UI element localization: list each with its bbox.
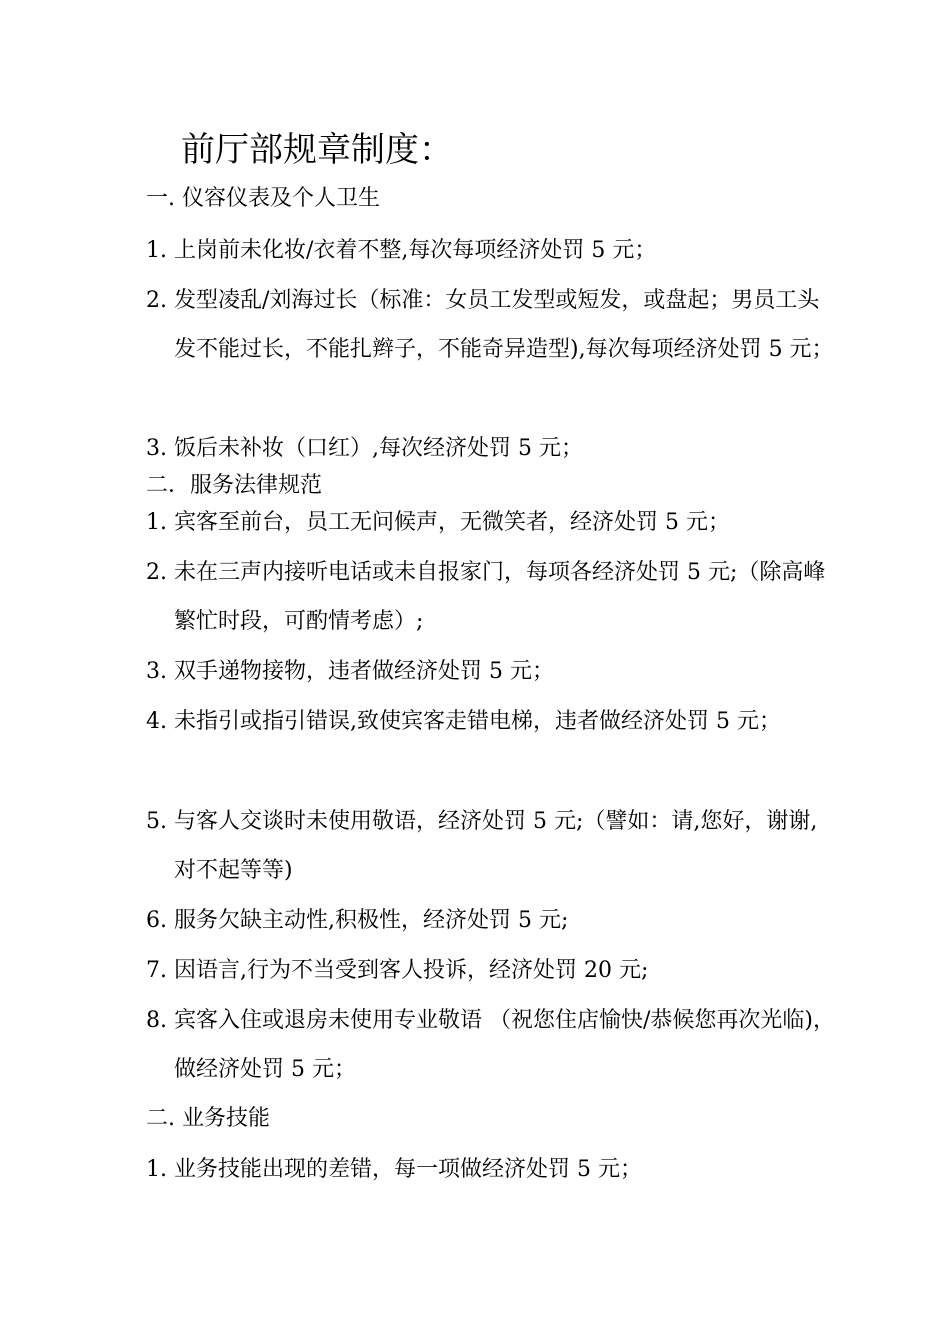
item-number: 3. <box>146 436 167 461</box>
list-item <box>146 276 836 423</box>
list-item <box>146 548 836 646</box>
item-number: 7. <box>146 958 167 983</box>
item-text: 宾客至前台，员工无问候声，无微笑者，经济处罚 5 元； <box>174 510 730 535</box>
list-item <box>146 996 836 1094</box>
section-heading-business-skills: 二. 业务技能 <box>146 1106 270 1131</box>
list-item <box>146 697 836 746</box>
item-text: 宾客入住或退房未使用专业敬语 （祝您住店愉快/恭候您再次光临)，做经济处罚 5 元； <box>174 1008 835 1082</box>
list-item <box>146 226 836 275</box>
item-text: 服务欠缺主动性,积极性，经济处罚 5 元; <box>174 908 569 933</box>
item-text: 因语言,行为不当受到客人投诉，经济处罚 20 元; <box>174 958 649 983</box>
list-item <box>146 498 836 547</box>
item-number: 1. <box>146 238 167 263</box>
item-text: 与客人交谈时未使用敬语，经济处罚 5 元;（譬如：请,您好，谢谢,对不起等等) <box>174 809 818 883</box>
item-text: 双手递物接物，违者做经济处罚 5 元； <box>174 659 554 684</box>
section-heading-appearance: 一. 仪容仪表及个人卫生 <box>146 186 380 211</box>
list-item <box>146 424 836 473</box>
item-number: 3. <box>146 659 167 684</box>
item-text: 上岗前未化妆/衣着不整,每次每项经济处罚 5 元； <box>174 238 657 263</box>
item-number: 2. <box>146 560 167 585</box>
item-number: 1. <box>146 1157 167 1182</box>
item-number: 4. <box>146 709 167 734</box>
list-item <box>146 797 836 895</box>
section-heading-service-rules: 二．服务法律规范 <box>146 473 323 498</box>
list-item <box>146 946 836 995</box>
document-title: 前厅部规章制度： <box>181 130 453 170</box>
item-number: 6. <box>146 908 167 933</box>
item-text: 业务技能出现的差错，每一项做经济处罚 5 元； <box>174 1157 642 1182</box>
item-number: 2. <box>146 288 167 313</box>
list-item <box>146 896 836 945</box>
item-number: 8. <box>146 1008 167 1033</box>
item-text: 未在三声内接听电话或未自报家门，每项各经济处罚 5 元;（除高峰繁忙时段，可酌情考虑）; <box>174 560 826 634</box>
item-number: 5. <box>146 809 167 834</box>
item-text: 饭后未补妆（口红）,每次经济处罚 5 元； <box>174 436 583 461</box>
item-text: 发型凌乱/刘海过长（标准：女员工发型或短发，或盘起；男员工头发不能过长，不能扎辫子，不能奇异造型),每次每项经济处罚 5 元； <box>174 288 834 362</box>
list-item <box>146 1145 836 1194</box>
list-item <box>146 647 836 696</box>
item-number: 1. <box>146 510 167 535</box>
item-text: 未指引或指引错误,致使宾客走错电梯，违者做经济处罚 5 元； <box>174 709 781 734</box>
